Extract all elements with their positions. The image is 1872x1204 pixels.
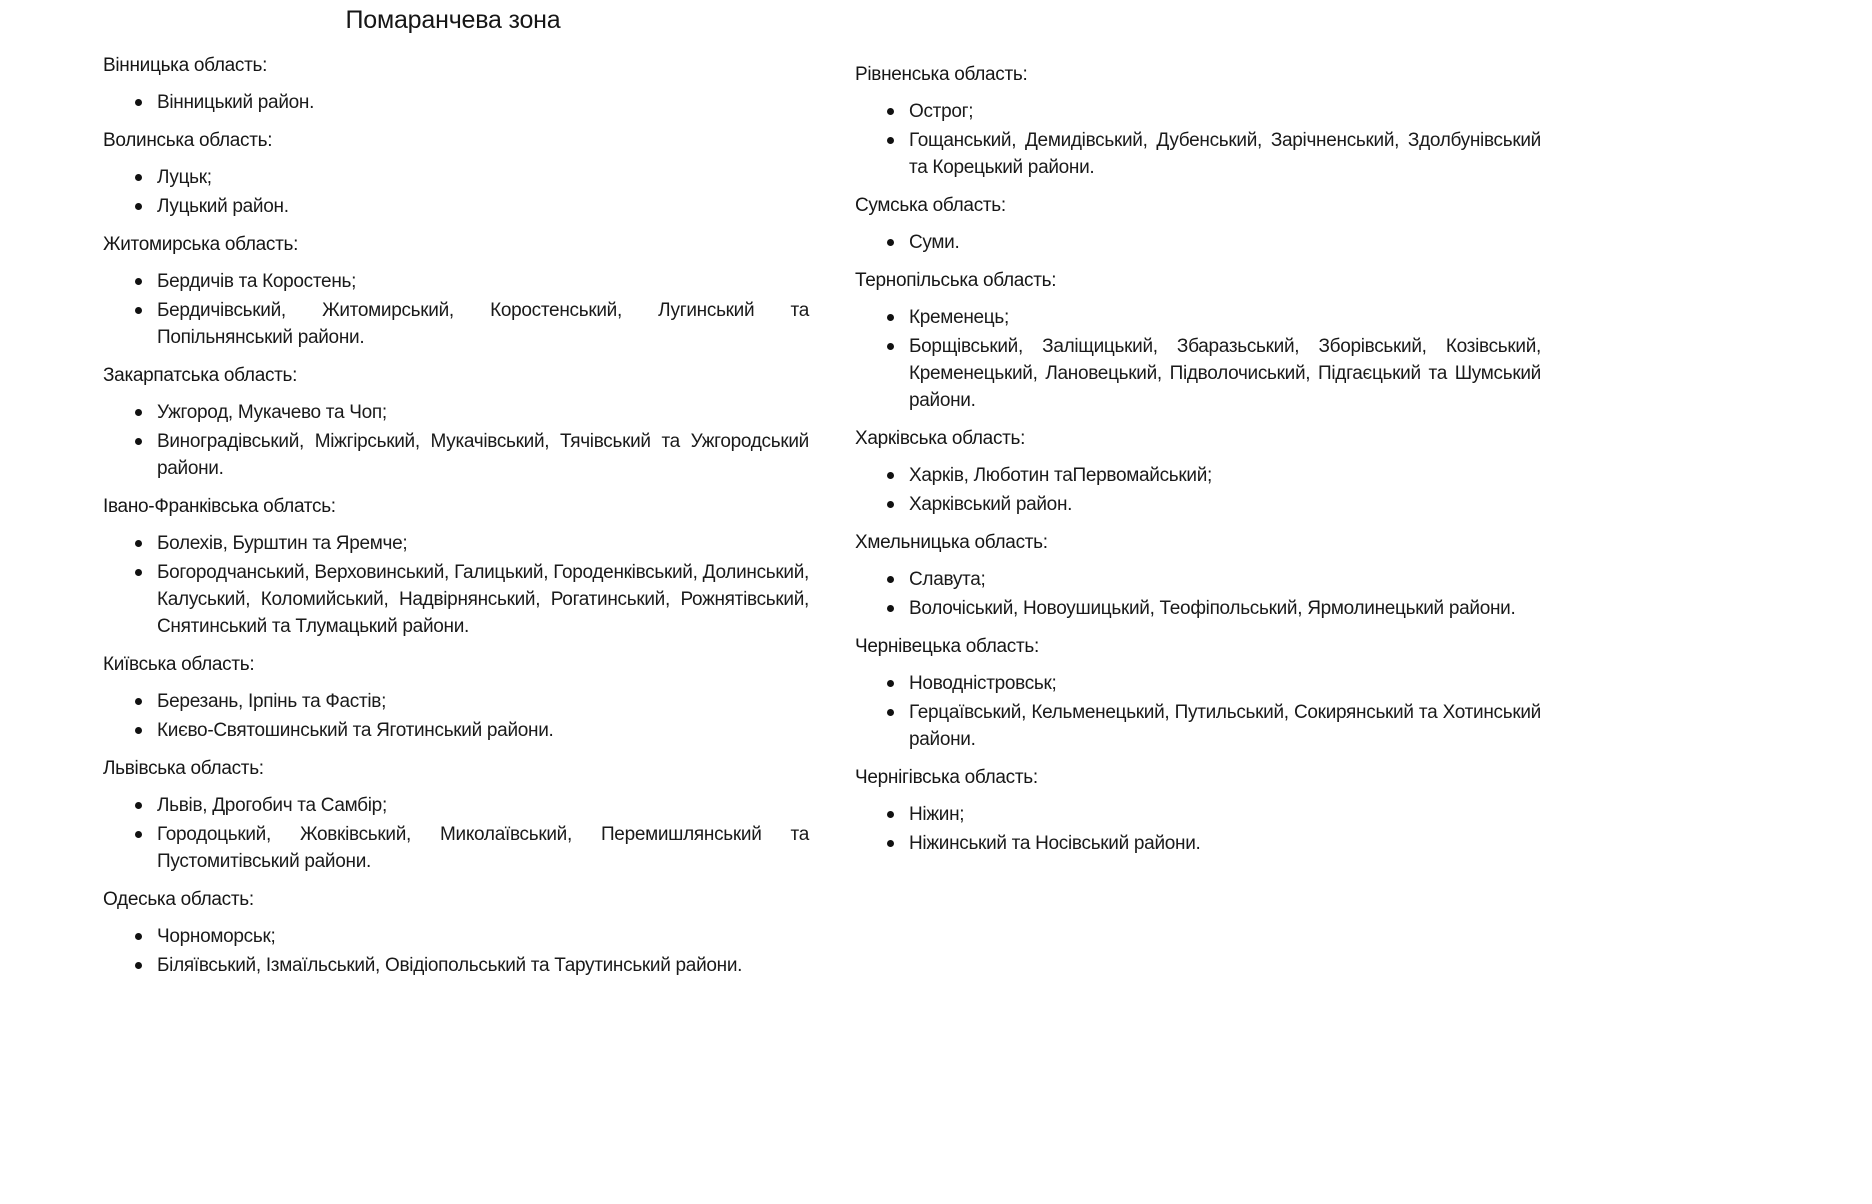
region-item-list [855,229,1541,256]
list-item: Кременець; [909,304,1541,331]
list-item: Бердичів та Коростень; [157,268,809,295]
left-column [103,52,809,990]
list-item: Ужгород, Мукачево та Чоп; [157,399,809,426]
region-section [855,633,1541,753]
region-section [855,267,1541,414]
region-section [103,231,809,351]
list-item: Біляївський, Ізмаїльський, Овідіопольський та Тарутинський райони. [157,952,809,979]
list-item: Славута; [909,566,1541,593]
region-heading: Чернігівська область: [855,767,1038,788]
list-item: Києво-Святошинський та Яготинський райони. [157,717,809,744]
list-item: Болехів, Бурштин та Яремче; [157,530,809,557]
list-item: Луцький район. [157,193,809,220]
region-item-list [103,164,809,220]
region-heading: Тернопільська область: [855,270,1057,291]
region-heading: Одеська область: [103,889,254,910]
list-item: Новодністровськ; [909,670,1541,697]
region-item-list [103,923,809,979]
region-item-list [855,670,1541,753]
region-heading: Рівненська область: [855,64,1028,85]
region-section [103,52,809,116]
list-item: Богородчанський, Верховинський, Галицький, Городенківський, Долинський, Калуський, Коломийський, Надвірнянський, Рогатинський, Рожнятівський, Снятинський та Тлумацький райони. [157,559,809,640]
list-item: Ніжин; [909,801,1541,828]
region-item-list [855,304,1541,414]
region-section [103,886,809,979]
list-item: Борщівський, Заліщицький, Збаразьський, Зборівський, Козівський, Кременецький, Лановецький, Підволочиський, Підгаєцький та Шумський райони. [909,333,1541,414]
region-heading: Львівська область: [103,758,264,779]
region-section [855,764,1541,857]
region-item-list [855,462,1541,518]
list-item: Львів, Дрогобич та Самбір; [157,792,809,819]
region-section [103,362,809,482]
region-item-list [103,688,809,744]
list-item: Харківський район. [909,491,1541,518]
region-heading: Сумська область: [855,195,1006,216]
region-item-list [855,566,1541,622]
region-heading: Хмельницька область: [855,532,1048,553]
region-section [855,425,1541,518]
list-item: Волочіський, Новоушицький, Теофіпольський, Ярмолинецький райони. [909,595,1541,622]
region-section [103,127,809,220]
region-section [855,61,1541,181]
list-item: Бердичівський, Житомирський, Коростенський, Лугинський та Попільнянський райони. [157,297,809,351]
region-section [855,529,1541,622]
region-heading: Вінницька область: [103,55,268,76]
list-item: Острог; [909,98,1541,125]
list-item: Виноградівський, Міжгірський, Мукачівський, Тячівський та Ужгородський райони. [157,428,809,482]
region-heading: Волинська область: [103,130,273,151]
region-item-list [103,399,809,482]
list-item: Гощанський, Демидівський, Дубенський, Зарічненський, Здолбунівський та Корецький райони. [909,127,1541,181]
region-item-list [103,268,809,351]
list-item: Чорноморськ; [157,923,809,950]
right-column [855,61,1541,868]
region-heading: Київська область: [103,654,255,675]
region-item-list [103,792,809,875]
region-heading: Івано-Франківська облатсь: [103,496,336,517]
region-section [103,651,809,744]
region-heading: Чернівецька область: [855,636,1039,657]
list-item: Ніжинський та Носівський райони. [909,830,1541,857]
region-section [103,755,809,875]
list-item: Городоцький, Жовківський, Миколаївський, Перемишлянський та Пустомитівський райони. [157,821,809,875]
page-title: Помаранчева зона [345,6,561,34]
region-section [855,192,1541,256]
list-item: Вінницький район. [157,89,809,116]
region-heading: Харківська область: [855,428,1026,449]
list-item: Березань, Ірпінь та Фастів; [157,688,809,715]
region-item-list [855,801,1541,857]
region-item-list [855,98,1541,181]
list-item: Герцаївський, Кельменецький, Путильський, Сокирянський та Хотинський райони. [909,699,1541,753]
region-section [103,493,809,640]
list-item: Суми. [909,229,1541,256]
region-heading: Житомирська область: [103,234,299,255]
region-heading: Закарпатська область: [103,365,298,386]
region-item-list [103,89,809,116]
list-item: Харків, Люботин таПервомайський; [909,462,1541,489]
list-item: Луцьк; [157,164,809,191]
region-item-list [103,530,809,640]
